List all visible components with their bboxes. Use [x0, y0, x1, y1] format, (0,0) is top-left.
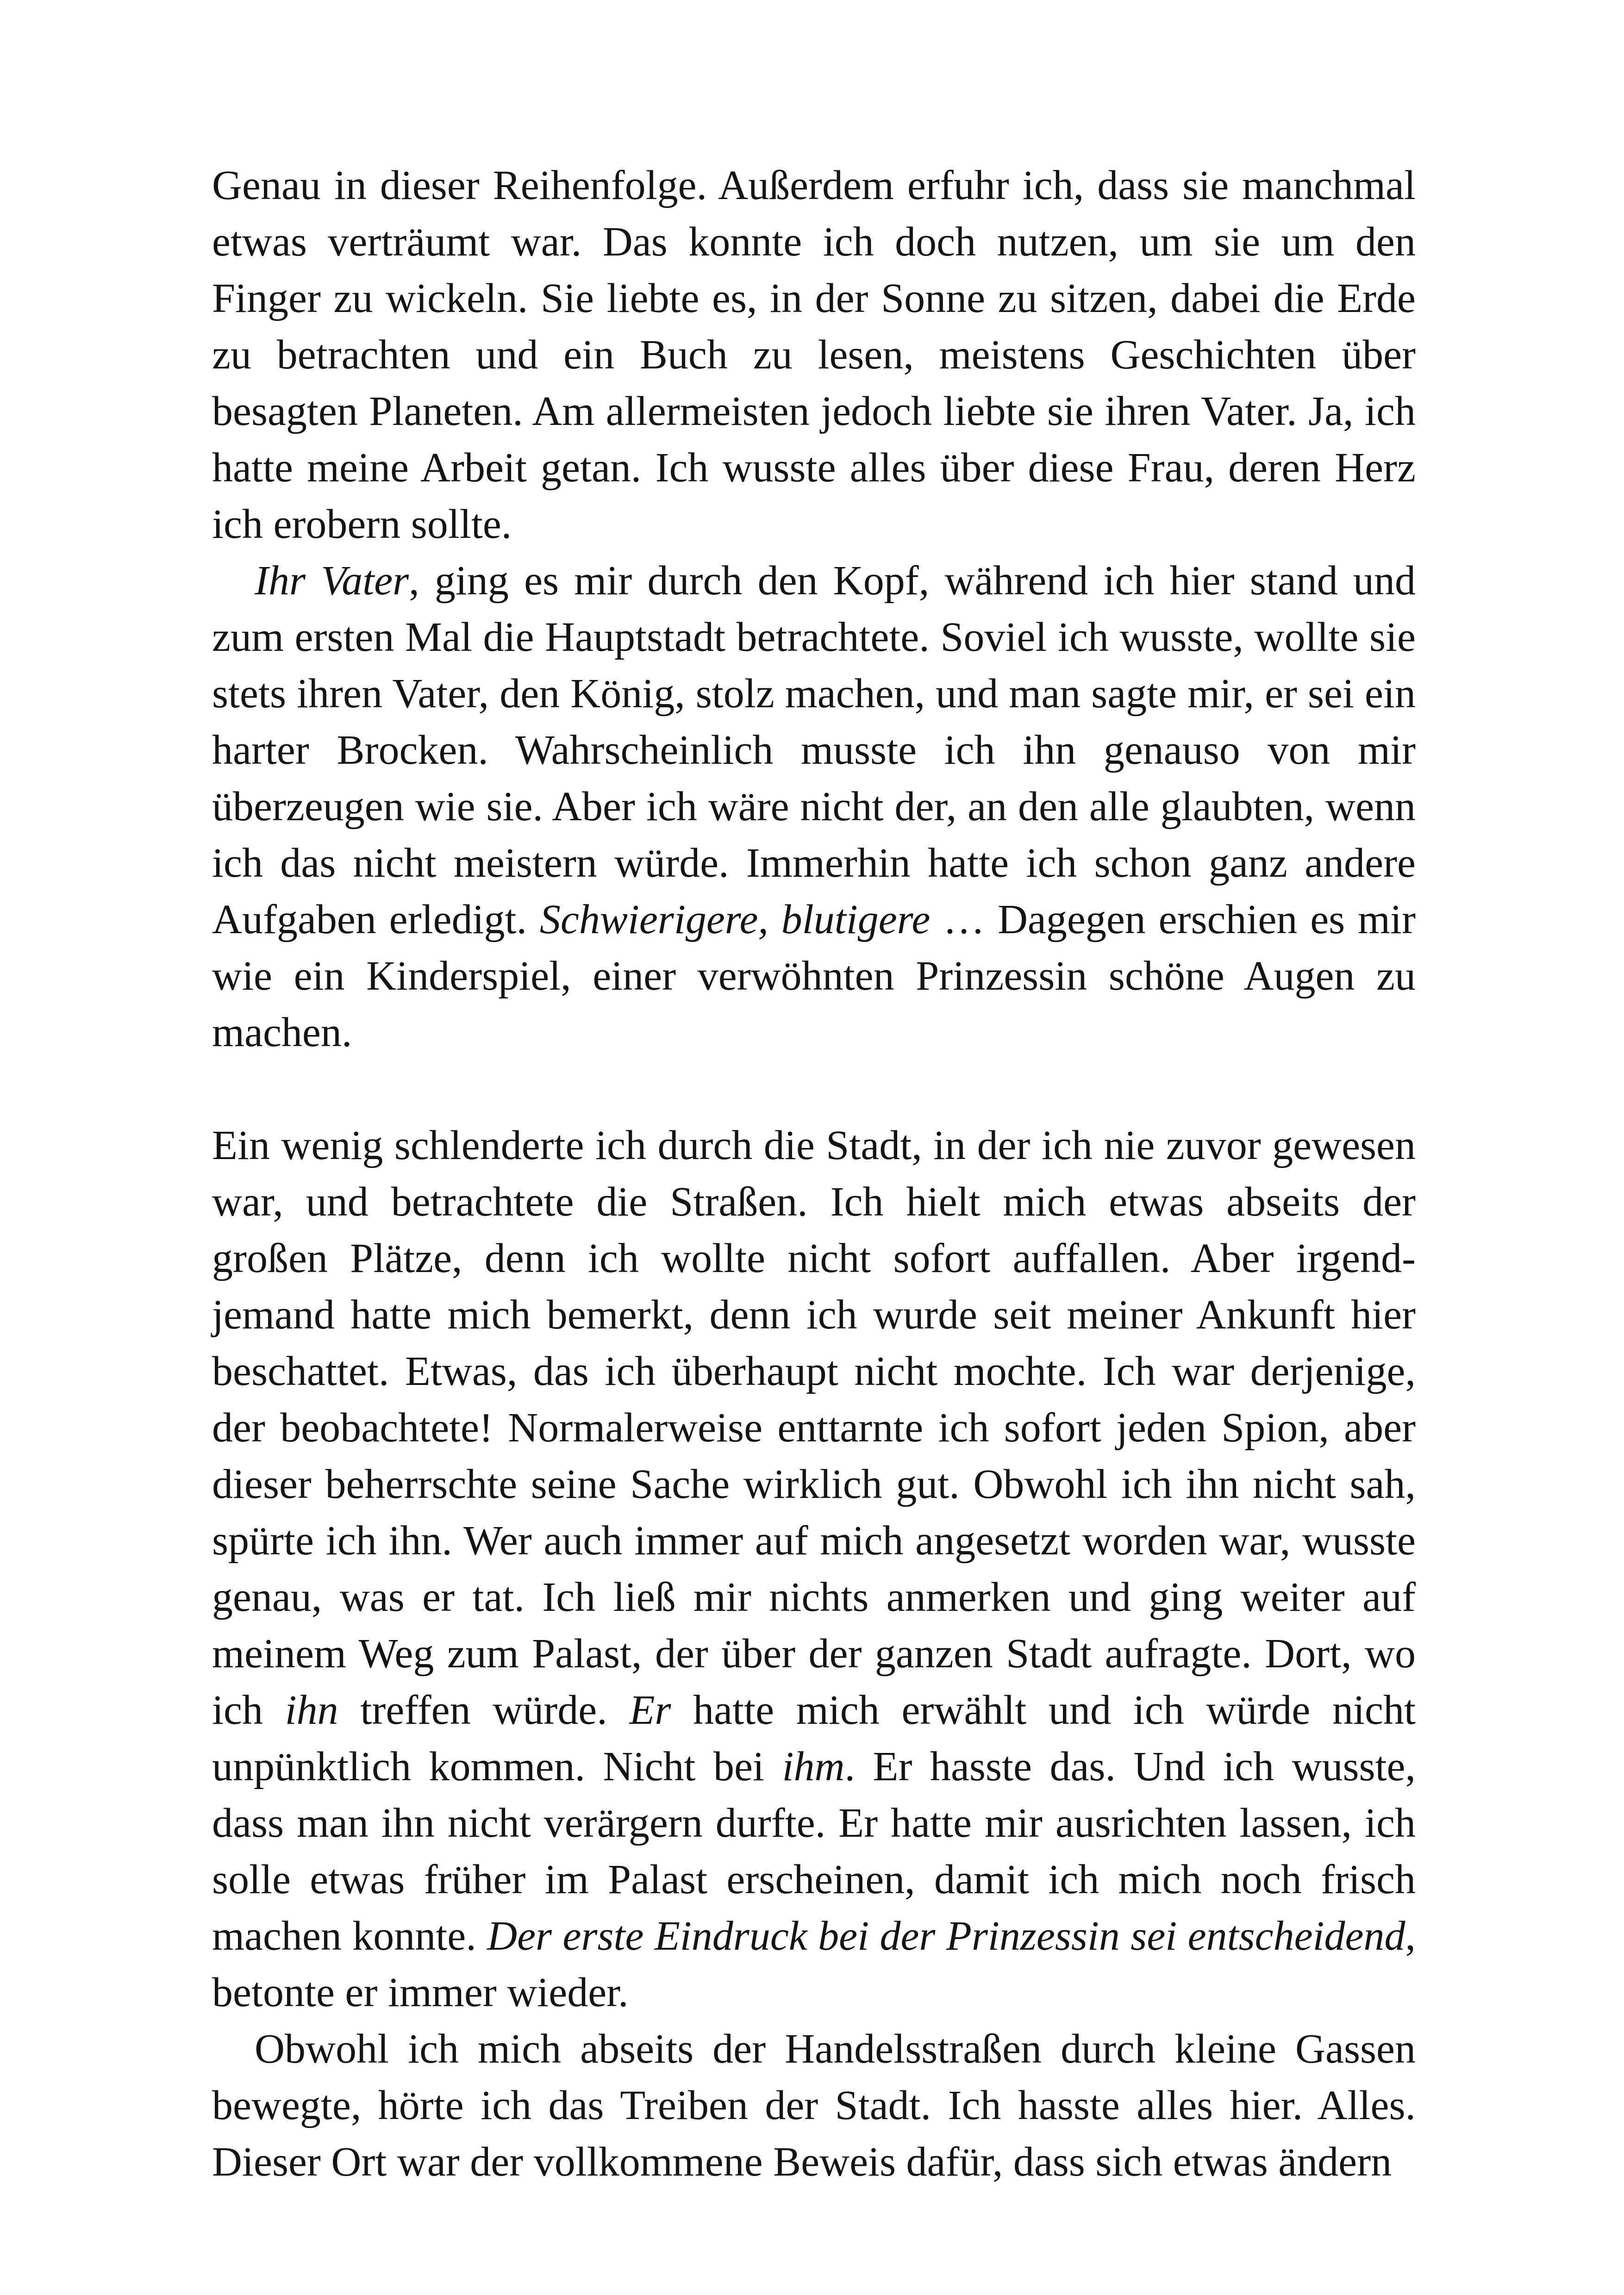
- italic-run: Er: [629, 1687, 671, 1733]
- body-text: [212, 157, 1416, 2190]
- text-run: . Er hasste das. Und ich wusste, dass man ihn nicht verärgern durfte. Er hatte mir ausrichten lassen, ich solle etwas früher im Palast erscheinen, damit ich mich noch frisch machen konnte.: [212, 1744, 1416, 1959]
- text-run: treffen würde.: [338, 1687, 630, 1733]
- italic-run: ihm: [782, 1744, 845, 1790]
- paragraph-2: [212, 553, 1416, 1061]
- italic-run: Ihr Vater: [255, 558, 409, 604]
- text-run: , betonte er immer wieder.: [212, 1913, 1416, 2015]
- text-run: hatte mich erwählt und ich würde nicht unpünktlich kommen. Nicht bei: [212, 1687, 1416, 1790]
- text-run: Ein wenig schlenderte ich durch die Stadt, in der ich nie zuvor gewesen war, und betrachtete die Straßen. Ich hielt mich etwas abseits der großen Plätze, denn ich wollte nicht sofort auffallen. Aber irgendjemand hatte mich bemerkt, denn ich wurde seit meiner Ankunft hier beschattet. Etwas, das ich überhaupt nicht mochte. Ich war derjenige, der beobachtete! Normalerweise enttarnte ich sofort jeden Spion, aber dieser beherrschte seine Sache wirklich gut. Obwohl ich ihn nicht sah, spürte ich ihn. Wer auch immer auf mich angesetzt worden war, wusste genau, was er tat. Ich ließ mir nichts anmerken und ging weiter auf meinem Weg zum Palast, der über der ganzen Stadt aufragte. Dort, wo ich: [212, 1123, 1416, 1733]
- paragraph-3: [212, 1117, 1416, 2021]
- text-run: Obwohl ich mich abseits der Handelsstraßen durch kleine Gassen bewegte, hörte ich das Treiben der Stadt. Ich hasste alles hier. Alles. Dieser Ort war der vollkommene Beweis dafür, dass sich etwas ändern: [212, 2026, 1416, 2185]
- text-run: Genau in dieser Reihenfolge. Außerdem erfuhr ich, dass sie manchmal etwas verträumt war. Das konnte ich doch nutzen, um sie um den Finger zu wickeln. Sie liebte es, in der Sonne zu sitzen, dabei die Erde zu betrachten und ein Buch zu lesen, meistens Geschichten über besagten Planeten. Am allermeisten jedoch liebte sie ihren Vater. Ja, ich hatte meine Arbeit getan. Ich wusste alles über diese Frau, deren Herz ich erobern sollte.: [212, 162, 1416, 547]
- text-run: … Dagegen erschien es mir wie ein Kinderspiel, einer verwöhnten Prinzessin schöne Augen zu machen.: [212, 897, 1416, 1055]
- italic-run: Der erste Eindruck bei der Prinzessin sei entscheidend: [487, 1913, 1405, 1959]
- italic-run: ihn: [285, 1687, 338, 1733]
- text-run: , ging es mir durch den Kopf, während ich hier stand und zum ersten Mal die Hauptstadt betrachtete. Soviel ich wusste, wollte sie stets ihren Vater, den König, stolz machen, und man sagte mir, er sei ein harter Brocken. Wahrscheinlich musste ich ihn genauso von mir überzeugen wie sie. Aber ich wäre nicht der, an den alle glaubten, wenn ich das nicht meistern würde. Immerhin hatte ich schon ganz andere Aufgaben erledigt.: [212, 558, 1416, 942]
- paragraph-4: [212, 2021, 1416, 2190]
- paragraph-1: [212, 157, 1416, 553]
- italic-run: Schwierigere, blutigere: [539, 897, 931, 942]
